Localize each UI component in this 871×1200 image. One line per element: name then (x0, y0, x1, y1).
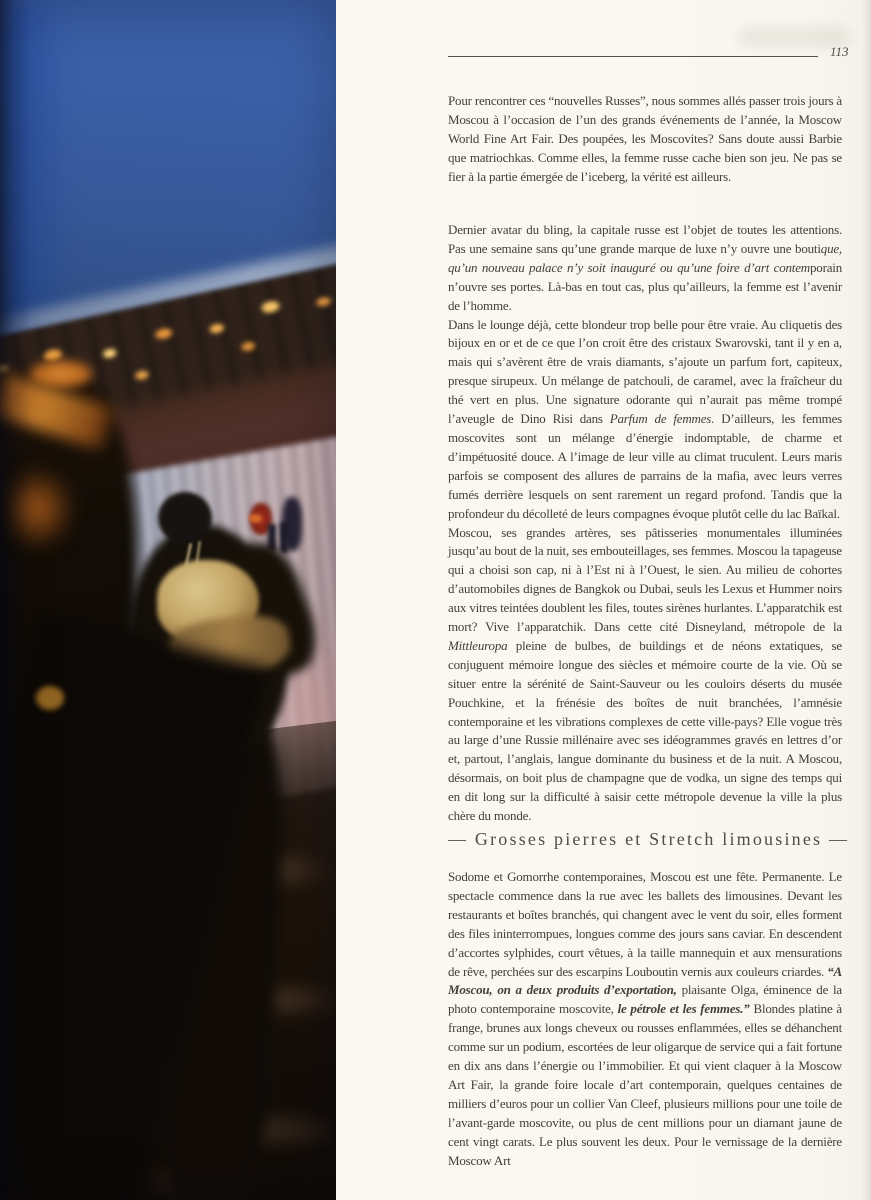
paragraph: Moscou, ses grandes artères, ses pâtisseries monumentales illuminées jusqu’au bout de la nuit, ses embouteillages, ses femmes. Moscou la tapageuse qui a choisi son cap, ni à l’Est ni à l’Ouest, le sien. Au milieu de cohortes d’automobiles dignes de Bangkok ou Dubai, seuls les Lexus et Hummer noirs aux vitres teintées doublent les files, toutes sirènes hurlantes. L’apparatchik est mort? Vive l’apparatchik. Dans cette cité Disneyland, métropole de la Mittleuropa pleine de bulbes, de buildings et de néons extatiques, se conjuguent mémoire longue des siècles et mémoire courte de la vie. Où se situer entre la sérénité de Saint-Sauveur ou les couloirs déserts du musée Pouchkine, et la frénésie des boîtes de nuit branchées, l’amnésie contemporaine et les vibrations complexes de cette ville-pays? Elle vogue très au large d’une Russie millénaire avec ses idéogrammes gravés en lettres d’or et, partout, l’anglais, langue dominante du business et de la nuit. A Moscou, désormais, on boit plus de champagne que de vodka, un signe des temps qui en dit long sur la difficulté à saisir cette métropole devenue la ville la plus chère du monde. (448, 524, 843, 824)
article-body-continued (448, 868, 842, 1171)
header-rule (448, 56, 818, 57)
paragraph: Sodome et Gomorrhe contemporaines, Moscou est une fête. Permanente. Le spectacle commence dans la rue avec les ballets des limousines. Devant les restaurants et boîtes branchés, qui changent avec le vent du soir, elles forment des files ininterrompues, longues comme des jours sans caviar. En descendent d’accortes sylphides, court vêtues, à la taille mannequin et aux mensurations de rêve, perchées sur des escarpins Louboutin vernis aux couleurs criardes. “A Moscou, on a deux produits d’exportation, plaisante Olga, éminence de la photo contemporaine moscovite, le pétrole et les femmes.” Blondes platine à frange, brunes aux longs cheveux ou rousses enflammées, elles se déhanchent comme sur un podium, escortées de leur oligarque de service qui a fait fortune en dix ans dans l’énergie ou l’immobilier. Et qui vient claquer à la Moscow Art Fair, la grande foire locale d’art contemporain, quelques centaines de milliers d’euros pour un collier Van Cleef, plusieurs millions pour une toile de l’avant-garde moscovite, ou plus de cent millions pour un diamant jaune de cent vingt carats. Le plus souvent les deux. Pour le vernissage de la dernière Moscow Art (448, 869, 842, 1168)
paragraph: Pour rencontrer ces “nouvelles Russes”, nous sommes allés passer trois jours à Moscou à l’occasion de l’un des grands événements de l’année, la Moscow World Fine Art Fair. Des poupées, les Moscovites? Sans doute aussi Barbie que matriochkas. Comme elles, la femme russe cache bien son jeu. Ne pas se fier à la partie émergée de l’iceberg, la vérité est ailleurs. (448, 93, 842, 184)
article-body (448, 221, 842, 826)
page-number: 113 (830, 44, 849, 59)
intro-paragraph (448, 92, 842, 187)
photo-vignette (0, 0, 336, 1200)
paragraph: Dernier avatar du bling, la capitale russe est l’objet de toutes les attentions. Pas une semaine sans qu’une grande marque de luxe n’y ouvre une boutique, qu’un nouveau palace n’y soit inauguré ou qu’une foire d’art contemporain n’ouvre ses portes. Là-bas en tout cas, plus qu’ailleurs, la femme est l’avenir de l’homme. (448, 222, 842, 313)
page-edge-shadow (862, 0, 871, 1200)
moscow-night-photo (0, 0, 336, 1200)
paragraph: Dans le lounge déjà, cette blondeur trop belle pour être vraie. Au cliquetis des bijoux en or et de ce que l’on croit être des cristaux Swarovski, tant il y en a, mais qui s’avèrent être de vrais diamants, s’ajoute un parfum fort, capiteux, presque sirupeux. Un mélange de patchouli, de caramel, avec la fraîcheur du thé vert en plus. Une signature odorante qui n’aurait pas même trompé l’aveugle de Dino Risi dans Parfum de femmes. D’ailleurs, les femmes moscovites sont un mélange d’énergie indomptable, de charme et d’impétuosité douce. A l’image de leur ville au climat truculent. Leurs maris parfois se composent des allures de parrains de la mafia, avec leurs verres fumés derrière lesquels on sent rarement un regard profond. Tandis que la profondeur du décolleté de leurs compagnes évoque plutôt celle du lac Baïkal. (448, 316, 842, 521)
section-heading: — Grosses pierres et Stretch limousines — (448, 829, 850, 849)
